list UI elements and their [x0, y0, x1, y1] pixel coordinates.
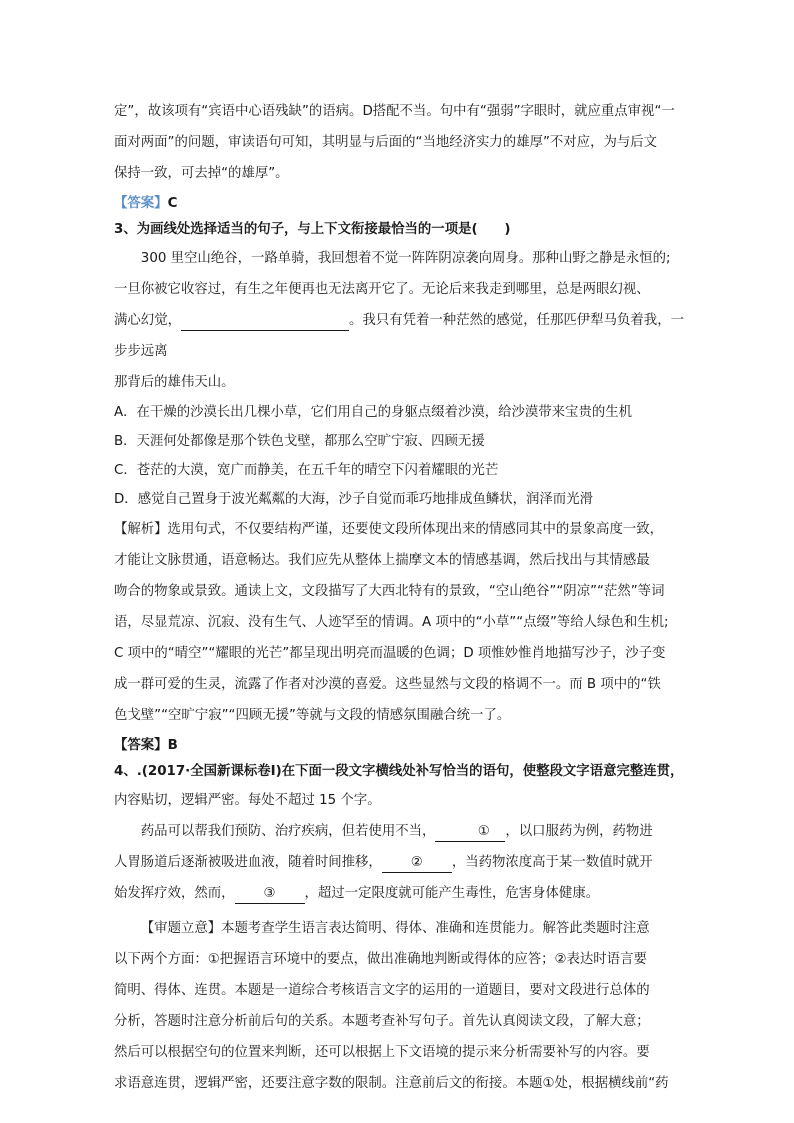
q3-analysis-line-6: 成一群可爱的生灵，流露了作者对沙漠的喜爱。这些显然与文段的格调不一。而 B 项中的“铁: [114, 677, 661, 692]
q3-passage-line-4: 那背后的雄伟天山。: [114, 375, 235, 390]
q3-analysis-line-7: 色戈壁”“空旷宁寂”“四顾无援”等就与文段的情感氛围融合统一了。: [114, 708, 511, 723]
q4-passage-line-2-pre: 人胃肠道后逐渐被吸进血液，随着时间推移，: [114, 855, 382, 870]
answer-c: [114, 191, 684, 217]
q3-analysis-line-2: 才能让文脉贯通，语意畅达。我们应先从整体上揣摩文本的情感基调，然后找出与其情感最: [114, 553, 650, 568]
q3-passage-line-3: [114, 305, 684, 367]
q4-passage-line-1-post: ，以口服药为例，药物进: [505, 824, 653, 839]
q4-intent-line-4: 分析，答题时注意分析前后句的关系。本题考查补写句子。首先认真阅读文段，了解大意；: [114, 1014, 650, 1029]
q3-underline-blank: [181, 312, 349, 331]
q3-option-c: C．苍茫的大漠，宽广而静美，在五千年的晴空下闪着耀眼的光芒: [114, 463, 499, 478]
intro-line-1: 定”，故该项有“宾语中心语残缺”的语病。D搭配不当。句中有“强弱”字眼时，就应重点审视“一: [114, 104, 675, 119]
q4-passage-line-3-pre: 始发挥疗效，然而，: [114, 886, 235, 901]
document-content: [114, 96, 684, 1099]
q4-blank-1: ①: [435, 823, 505, 842]
answer-tag-2: 【答案】: [114, 738, 168, 753]
q4-intent-line-1: 【审题立意】本题考查学生语言表达简明、得体、准确和连贯能力。解答此类题时注意: [140, 921, 650, 936]
answer-value: C: [167, 196, 178, 211]
q4-passage-line-2-post: ，当药物浓度高于某一数值时就开: [451, 855, 653, 870]
q4-passage-line-3-post: ，超过一定限度就可能产生毒性，危害身体健康。: [304, 886, 600, 901]
q3-analysis-line-4: 语，尽显荒凉、沉寂、没有生气、人迹罕至的情调。A 项中的“小草”“点缀”等给人绿色和生机;: [114, 615, 669, 630]
q3-option-a: A．在干燥的沙漠长出几棵小草，它们用自己的身躯点缀着沙漠，给沙漠带来宝贵的生机: [114, 405, 633, 420]
q3-passage-line-3-post: 。我只有凭着一种茫然的感觉，任那匹伊犁马负着我，一步步远离: [114, 313, 684, 359]
q3-option-d: D．感觉自己置身于波光粼粼的大海，沙子自觉而乖巧地排成鱼鳞状，润泽而光滑: [114, 492, 593, 507]
q4-intent-line-3: 简明、得体、连贯。本题是一道综合考核语言文字的运用的一道题目，要对文段进行总体的: [114, 983, 650, 998]
answer-value-2: B: [167, 738, 178, 753]
q4-passage-line-2: [114, 847, 684, 878]
q4-intent-line-5: 然后可以根据空句的位置来判断，还可以根据上下文语境的提示来分析需要补写的内容。要: [114, 1045, 650, 1060]
q4-blank-3: ③: [235, 885, 305, 904]
question-4-stem-line-1: 4、.(2017·全国新课标卷Ⅰ)在下面一段文字横线处补写恰当的语句，使整段文字语意完整连贯，: [114, 764, 684, 779]
q3-passage-line-2: 一旦你被它收容过，有生之年便再也无法离开它了。无论后来我走到哪里，总是两眼幻视、: [114, 282, 650, 297]
q3-passage-line-1: 300 里空山绝谷，一路单骑，我回想着不觉一阵阵阴凉袭向周身。那种山野之静是永恒的;: [140, 251, 671, 266]
answer-tag: 【答案】: [114, 196, 168, 211]
q4-intent-line-2: 以下两个方面：①把握语言环境中的要点，做出准确地判断或得体的应答；②表达时语言要: [114, 952, 647, 967]
intro-line-2: 面对两面”的问题，审读语句可知，其明显与后面的“当地经济实力的雄厚”不对应，为与后文: [114, 135, 658, 150]
q3-analysis-line-3: 吻合的物象或景致。通读上文，文段描写了大西北特有的景致，“空山绝谷”“阴凉”“茫然”等词: [114, 584, 665, 599]
q4-intent-line-6: 求语意连贯，逻辑严密，还要注意字数的限制。注意前后文的衔接。本题①处，根据横线前“药: [114, 1076, 669, 1091]
question-3-stem: 3、为画线处选择适当的句子，与上下文衔接最恰当的一项是( ): [114, 222, 511, 237]
q3-analysis-line-1: 【解析】选用句式，不仅要结构严谨，还要使文段所体现出来的情感同其中的景象高度一致，: [114, 522, 664, 537]
q3-option-b: B．天涯何处都像是那个铁色戈壁，都那么空旷宁寂、四顾无援: [114, 434, 485, 449]
q4-passage-line-1: [114, 816, 684, 847]
q4-passage-line-3: [114, 878, 684, 909]
answer-b: [114, 733, 684, 759]
q3-analysis-line-5: C 项中的“晴空”“耀眼的光芒”都呈现出明亮而温暖的色调；D 项惟妙惟肖地描写沙子，沙子变: [114, 646, 666, 661]
intro-line-3: 保持一致，可去掉“的雄厚”。: [114, 166, 289, 181]
question-4-stem-line-2: 内容贴切，逻辑严密。每处不超过 15 个字。: [114, 793, 381, 808]
q4-blank-2: ②: [382, 854, 452, 873]
q3-passage-line-3-pre: 满心幻觉，: [114, 313, 181, 328]
q4-passage-line-1-pre: 药品可以帮我们预防、治疗疾病，但若使用不当，: [140, 824, 436, 839]
